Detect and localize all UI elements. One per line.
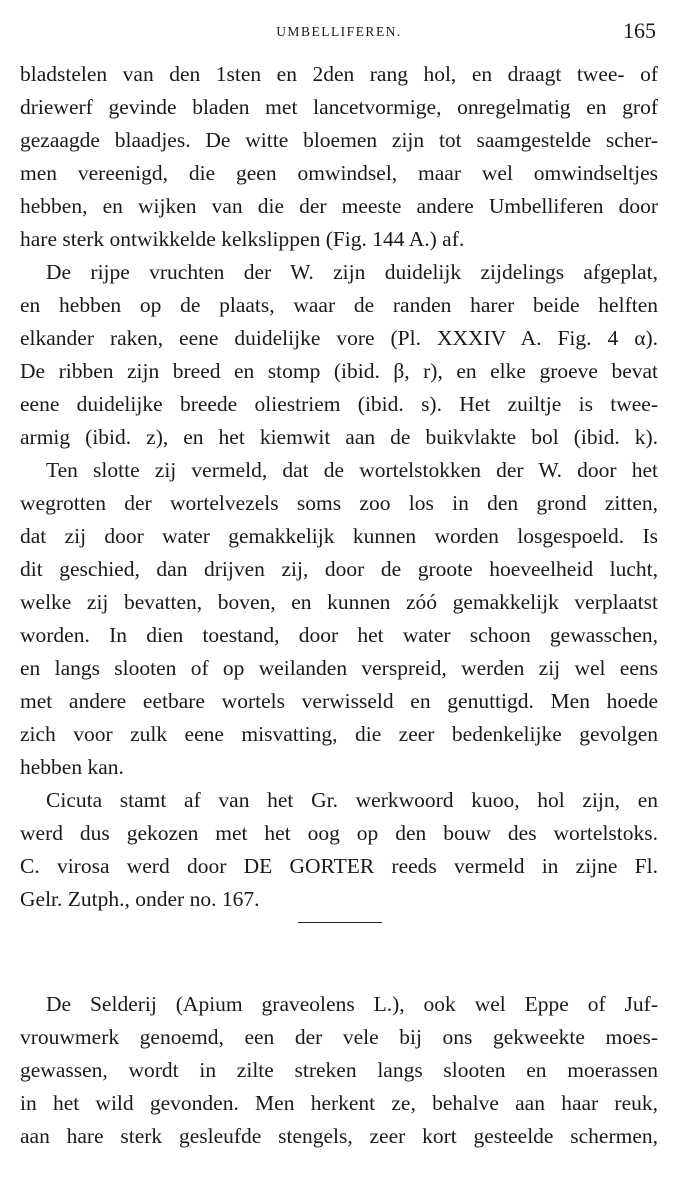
text-line: C. virosa werd door DE GORTER reeds vermeld in zijne Fl. bbox=[20, 854, 658, 878]
text-line: bladstelen van den 1sten en 2den rang hol, en draagt twee- of bbox=[20, 62, 658, 86]
text-line: zich voor zulk eene misvatting, die zeer bedenkelijke gevolgen bbox=[20, 722, 658, 746]
text-line: De Selderij (Apium graveolens L.), ook wel Eppe of Juf- bbox=[46, 992, 658, 1016]
text-line: gezaagde blaadjes. De witte bloemen zijn tot saamgestelde scher- bbox=[20, 128, 658, 152]
text-line: dit geschied, dan drijven zij, door de groote hoeveelheid lucht, bbox=[20, 557, 658, 581]
text-line: elkander raken, eene duidelijke vore (Pl. XXXIV A. Fig. 4 α). bbox=[20, 326, 658, 350]
main-text bbox=[20, 58, 658, 916]
text-line: met andere eetbare wortels verwisseld en genuttigd. Men hoede bbox=[20, 689, 658, 713]
text-line: hebben, en wijken van die der meeste andere Umbelliferen door bbox=[20, 194, 658, 218]
text-line: en hebben op de plaats, waar de randen harer beide helften bbox=[20, 293, 658, 317]
text-line: hebben kan. bbox=[20, 755, 124, 779]
text-line: De rijpe vruchten der W. zijn duidelijk zijdelings afgeplat, bbox=[46, 260, 658, 284]
text-line: en langs slooten of op weilanden verspreid, werden zij wel eens bbox=[20, 656, 658, 680]
text-line: dat zij door water gemakkelijk kunnen worden losgespoeld. Is bbox=[20, 524, 658, 548]
section-divider bbox=[298, 922, 382, 923]
text-line: Cicuta stamt af van het Gr. werkwoord kuoo, hol zijn, en bbox=[46, 788, 658, 812]
page-number: 165 bbox=[623, 18, 656, 43]
text-line: De ribben zijn breed en stomp (ibid. β, r), en elke groeve bevat bbox=[20, 359, 658, 383]
running-title: UMBELLIFEREN. bbox=[276, 24, 402, 39]
text-line: wegrotten der wortelvezels soms zoo los in den grond zitten, bbox=[20, 491, 658, 515]
text-line: gewassen, wordt in zilte streken langs slooten en moerassen bbox=[20, 1058, 658, 1082]
text-line: eene duidelijke breede oliestriem (ibid. s). Het zuiltje is twee- bbox=[20, 392, 658, 416]
text-line: aan hare sterk gesleufde stengels, zeer kort gesteelde schermen, bbox=[20, 1124, 658, 1148]
text-line: worden. In dien toestand, door het water schoon gewasschen, bbox=[20, 623, 658, 647]
text-line: welke zij bevatten, boven, en kunnen zóó gemakkelijk verplaatst bbox=[20, 590, 658, 614]
selderij-section bbox=[20, 988, 658, 1153]
text-line: hare sterk ontwikkelde kelkslippen (Fig. 144 A.) af. bbox=[20, 227, 465, 251]
running-head bbox=[20, 16, 658, 46]
text-line: vrouwmerk genoemd, een der vele bij ons gekweekte moes- bbox=[20, 1025, 658, 1049]
text-line: driewerf gevinde bladen met lancetvormige, onregelmatig en grof bbox=[20, 95, 658, 119]
text-line: Gelr. Zutph., onder no. 167. bbox=[20, 887, 260, 911]
text-line: werd dus gekozen met het oog op den bouw des wortelstoks. bbox=[20, 821, 658, 845]
text-line: men vereenigd, die geen omwindsel, maar wel omwindseltjes bbox=[20, 161, 658, 185]
text-line: in het wild gevonden. Men herkent ze, behalve aan haar reuk, bbox=[20, 1091, 658, 1115]
text-line: Ten slotte zij vermeld, dat de wortelstokken der W. door het bbox=[46, 458, 658, 482]
text-line: armig (ibid. z), en het kiemwit aan de buikvlakte bol (ibid. k). bbox=[20, 425, 658, 449]
